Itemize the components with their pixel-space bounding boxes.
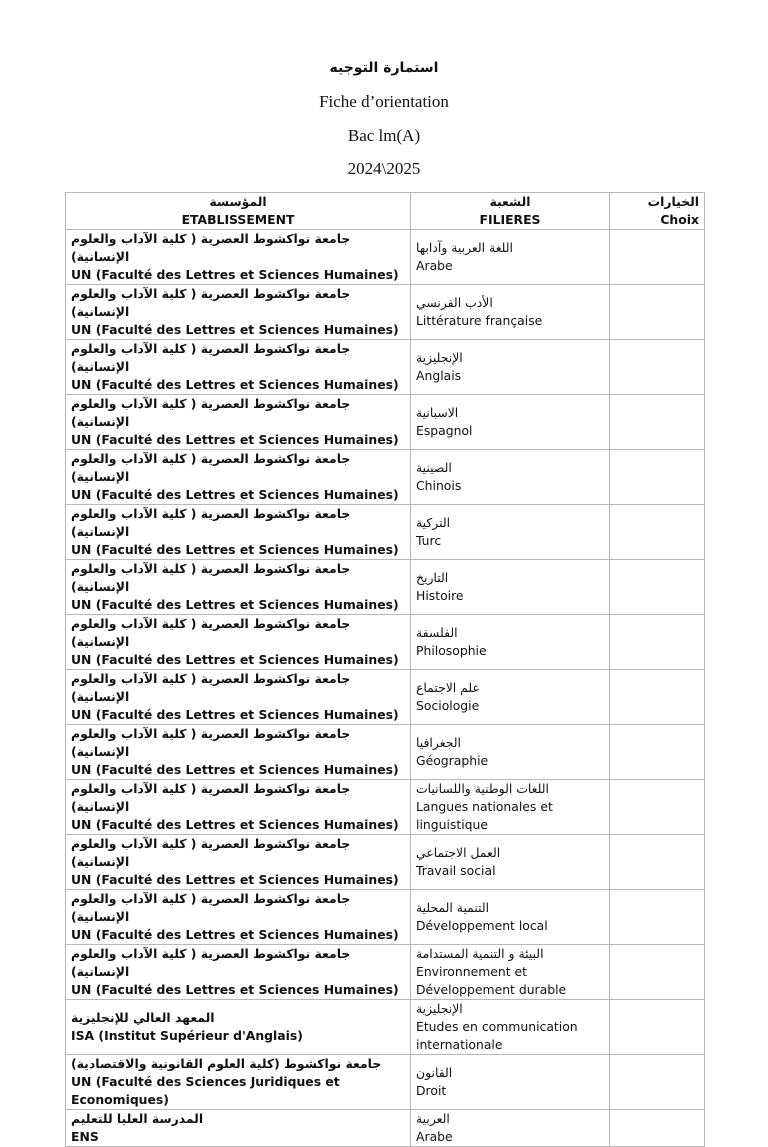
orientation-table — [65, 192, 705, 1147]
choice-cell[interactable] — [610, 835, 705, 890]
filiere-fr: Histoire — [416, 588, 464, 603]
filiere-cell — [411, 1110, 610, 1147]
etablissement-ar: جامعة نواكشوط العصرية ( كلية الآداب والعلوم الإنسانية) — [71, 671, 351, 704]
filiere-fr: Langues nationales et linguistique — [416, 799, 553, 832]
table-row — [66, 560, 705, 615]
header-etablissement-fr: ETABLISSEMENT — [181, 212, 295, 227]
filiere-fr: Arabe — [416, 258, 453, 273]
filiere-cell — [411, 230, 610, 285]
header-etablissement-ar: المؤسسة — [209, 194, 267, 209]
etablissement-ar: جامعة نواكشوط العصرية ( كلية الآداب والعلوم الإنسانية) — [71, 396, 351, 429]
table-row — [66, 615, 705, 670]
table-row — [66, 670, 705, 725]
filiere-fr: Littérature française — [416, 313, 543, 328]
choice-cell[interactable] — [610, 1000, 705, 1055]
choice-cell[interactable] — [610, 1110, 705, 1147]
filiere-fr: Arabe — [416, 1129, 453, 1144]
etablissement-cell — [66, 615, 411, 670]
etablissement-ar: جامعة نواكشوط العصرية ( كلية الآداب والعلوم الإنسانية) — [71, 231, 351, 264]
etablissement-ar: المعهد العالي للإنجليزية — [71, 1010, 215, 1025]
filiere-cell — [411, 560, 610, 615]
etablissement-fr: UN (Faculté des Lettres et Sciences Humaines) — [71, 872, 399, 887]
table-row — [66, 945, 705, 1000]
etablissement-fr: UN (Faculté des Lettres et Sciences Humaines) — [71, 927, 399, 942]
table-row — [66, 395, 705, 450]
etablissement-ar: جامعة نواكشوط العصرية ( كلية الآداب والعلوم الإنسانية) — [71, 561, 351, 594]
filiere-ar: التركية — [416, 515, 451, 530]
filiere-cell — [411, 450, 610, 505]
table-row — [66, 725, 705, 780]
filiere-ar: الإنجليزية — [416, 350, 463, 365]
header-choix-ar: الخيارات — [647, 194, 699, 209]
filiere-ar: التاريخ — [416, 570, 449, 585]
etablissement-cell — [66, 505, 411, 560]
etablissement-cell — [66, 1055, 411, 1110]
filiere-fr: Espagnol — [416, 423, 473, 438]
table-row — [66, 230, 705, 285]
filiere-fr: Philosophie — [416, 643, 487, 658]
filiere-fr: Sociologie — [416, 698, 480, 713]
header-filieres-ar: الشعبة — [489, 194, 531, 209]
filiere-cell — [411, 1055, 610, 1110]
etablissement-fr: UN (Faculté des Lettres et Sciences Humaines) — [71, 597, 399, 612]
table-row — [66, 1110, 705, 1147]
etablissement-cell — [66, 1110, 411, 1147]
etablissement-fr: UN (Faculté des Lettres et Sciences Humaines) — [71, 817, 399, 832]
table-header-row — [66, 193, 705, 230]
etablissement-ar: جامعة نواكشوط العصرية ( كلية الآداب والعلوم الإنسانية) — [71, 616, 351, 649]
table-row — [66, 780, 705, 835]
choice-cell[interactable] — [610, 230, 705, 285]
filiere-fr: Développement local — [416, 918, 548, 933]
header-choix-fr: Choix — [660, 212, 699, 227]
etablissement-cell — [66, 1000, 411, 1055]
etablissement-cell — [66, 890, 411, 945]
choice-cell[interactable] — [610, 780, 705, 835]
etablissement-cell — [66, 560, 411, 615]
etablissement-cell — [66, 725, 411, 780]
filiere-cell — [411, 780, 610, 835]
etablissement-fr: UN (Faculté des Lettres et Sciences Humaines) — [71, 652, 399, 667]
etablissement-fr: UN (Faculté des Sciences Juridiques et Economiques) — [71, 1074, 340, 1107]
etablissement-ar: المدرسة العليا للتعليم — [71, 1111, 204, 1126]
etablissement-fr: UN (Faculté des Lettres et Sciences Humaines) — [71, 982, 399, 997]
choice-cell[interactable] — [610, 505, 705, 560]
form-title-arabic: استمارة التوجيه — [329, 60, 439, 76]
filiere-ar: العربية — [416, 1111, 450, 1126]
filiere-fr: Etudes en communication internationale — [416, 1019, 578, 1052]
etablissement-ar: جامعة نواكشوط (كلية العلوم القانونية والاقتصادية) — [71, 1056, 382, 1071]
filiere-fr: Turc — [416, 533, 442, 548]
filiere-ar: العمل الاجتماعي — [416, 845, 501, 860]
etablissement-cell — [66, 340, 411, 395]
filiere-ar: القانون — [416, 1065, 453, 1080]
filiere-cell — [411, 340, 610, 395]
choice-cell[interactable] — [610, 945, 705, 1000]
etablissement-ar: جامعة نواكشوط العصرية ( كلية الآداب والعلوم الإنسانية) — [71, 506, 351, 539]
table-row — [66, 285, 705, 340]
filiere-ar: الصينية — [416, 460, 452, 475]
filiere-cell — [411, 945, 610, 1000]
bac-label: Bac lm(A) — [347, 126, 421, 145]
choice-cell[interactable] — [610, 340, 705, 395]
choice-cell[interactable] — [610, 1055, 705, 1110]
filiere-fr: Travail social — [416, 863, 496, 878]
choice-cell[interactable] — [610, 725, 705, 780]
header-filieres-fr: FILIERES — [479, 212, 541, 227]
filiere-fr: Environnement et Développement durable — [416, 964, 567, 997]
filiere-cell — [411, 285, 610, 340]
filiere-cell — [411, 725, 610, 780]
etablissement-ar: جامعة نواكشوط العصرية ( كلية الآداب والعلوم الإنسانية) — [71, 286, 351, 319]
choice-cell[interactable] — [610, 285, 705, 340]
form-title-french: Fiche d’orientation — [319, 92, 449, 111]
filiere-fr: Géographie — [416, 753, 489, 768]
filiere-cell — [411, 890, 610, 945]
filiere-ar: الاسبانية — [416, 405, 459, 420]
etablissement-fr: UN (Faculté des Lettres et Sciences Humaines) — [71, 432, 399, 447]
choice-cell[interactable] — [610, 890, 705, 945]
academic-year: 2024\2025 — [347, 159, 421, 178]
choice-cell[interactable] — [610, 615, 705, 670]
header-choix — [610, 193, 705, 230]
filiere-ar: الإنجليزية — [416, 1001, 463, 1016]
filiere-cell — [411, 670, 610, 725]
filiere-ar: اللغات الوطنية واللسانيات — [416, 781, 549, 796]
table-row — [66, 340, 705, 395]
etablissement-fr: UN (Faculté des Lettres et Sciences Humaines) — [71, 762, 399, 777]
filiere-cell — [411, 1000, 610, 1055]
filiere-cell — [411, 395, 610, 450]
etablissement-cell — [66, 945, 411, 1000]
etablissement-cell — [66, 395, 411, 450]
choice-cell[interactable] — [610, 560, 705, 615]
etablissement-fr: UN (Faculté des Lettres et Sciences Humaines) — [71, 377, 399, 392]
choice-cell[interactable] — [610, 670, 705, 725]
etablissement-fr: UN (Faculté des Lettres et Sciences Humaines) — [71, 707, 399, 722]
choice-cell[interactable] — [610, 450, 705, 505]
etablissement-ar: جامعة نواكشوط العصرية ( كلية الآداب والعلوم الإنسانية) — [71, 726, 351, 759]
filiere-ar: البيئة و التنمية المستدامة — [416, 946, 544, 961]
filiere-fr: Chinois — [416, 478, 462, 493]
table-row — [66, 1055, 705, 1110]
filiere-cell — [411, 615, 610, 670]
etablissement-ar: جامعة نواكشوط العصرية ( كلية الآداب والعلوم الإنسانية) — [71, 891, 351, 924]
choice-cell[interactable] — [610, 395, 705, 450]
etablissement-fr: UN (Faculté des Lettres et Sciences Humaines) — [71, 322, 399, 337]
filiere-ar: الجغرافيا — [416, 735, 461, 750]
etablissement-cell — [66, 230, 411, 285]
table-row — [66, 505, 705, 560]
table-row — [66, 890, 705, 945]
etablissement-cell — [66, 450, 411, 505]
etablissement-cell — [66, 670, 411, 725]
etablissement-ar: جامعة نواكشوط العصرية ( كلية الآداب والعلوم الإنسانية) — [71, 946, 351, 979]
table-row — [66, 450, 705, 505]
etablissement-ar: جامعة نواكشوط العصرية ( كلية الآداب والعلوم الإنسانية) — [71, 781, 351, 814]
etablissement-ar: جامعة نواكشوط العصرية ( كلية الآداب والعلوم الإنسانية) — [71, 451, 351, 484]
filiere-cell — [411, 505, 610, 560]
header-etablissement — [66, 193, 411, 230]
etablissement-fr: UN (Faculté des Lettres et Sciences Humaines) — [71, 542, 399, 557]
table-row — [66, 1000, 705, 1055]
etablissement-cell — [66, 285, 411, 340]
filiere-ar: اللغة العربية وآدابها — [416, 240, 514, 255]
filiere-ar: الفلسفة — [416, 625, 458, 640]
filiere-fr: Anglais — [416, 368, 462, 383]
etablissement-cell — [66, 835, 411, 890]
etablissement-fr: ENS — [71, 1129, 99, 1144]
filiere-ar: التنمية المحلية — [416, 900, 490, 915]
etablissement-fr: UN (Faculté des Lettres et Sciences Humaines) — [71, 487, 399, 502]
etablissement-cell — [66, 780, 411, 835]
etablissement-ar: جامعة نواكشوط العصرية ( كلية الآداب والعلوم الإنسانية) — [71, 836, 351, 869]
filiere-fr: Droit — [416, 1083, 447, 1098]
etablissement-fr: UN (Faculté des Lettres et Sciences Humaines) — [71, 267, 399, 282]
etablissement-ar: جامعة نواكشوط العصرية ( كلية الآداب والعلوم الإنسانية) — [71, 341, 351, 374]
filiere-ar: الأدب الفرنسي — [416, 295, 493, 310]
filiere-cell — [411, 835, 610, 890]
filiere-ar: علم الاجتماع — [416, 680, 480, 695]
header-filieres — [411, 193, 610, 230]
table-row — [66, 835, 705, 890]
etablissement-fr: ISA (Institut Supérieur d'Anglais) — [71, 1028, 303, 1043]
